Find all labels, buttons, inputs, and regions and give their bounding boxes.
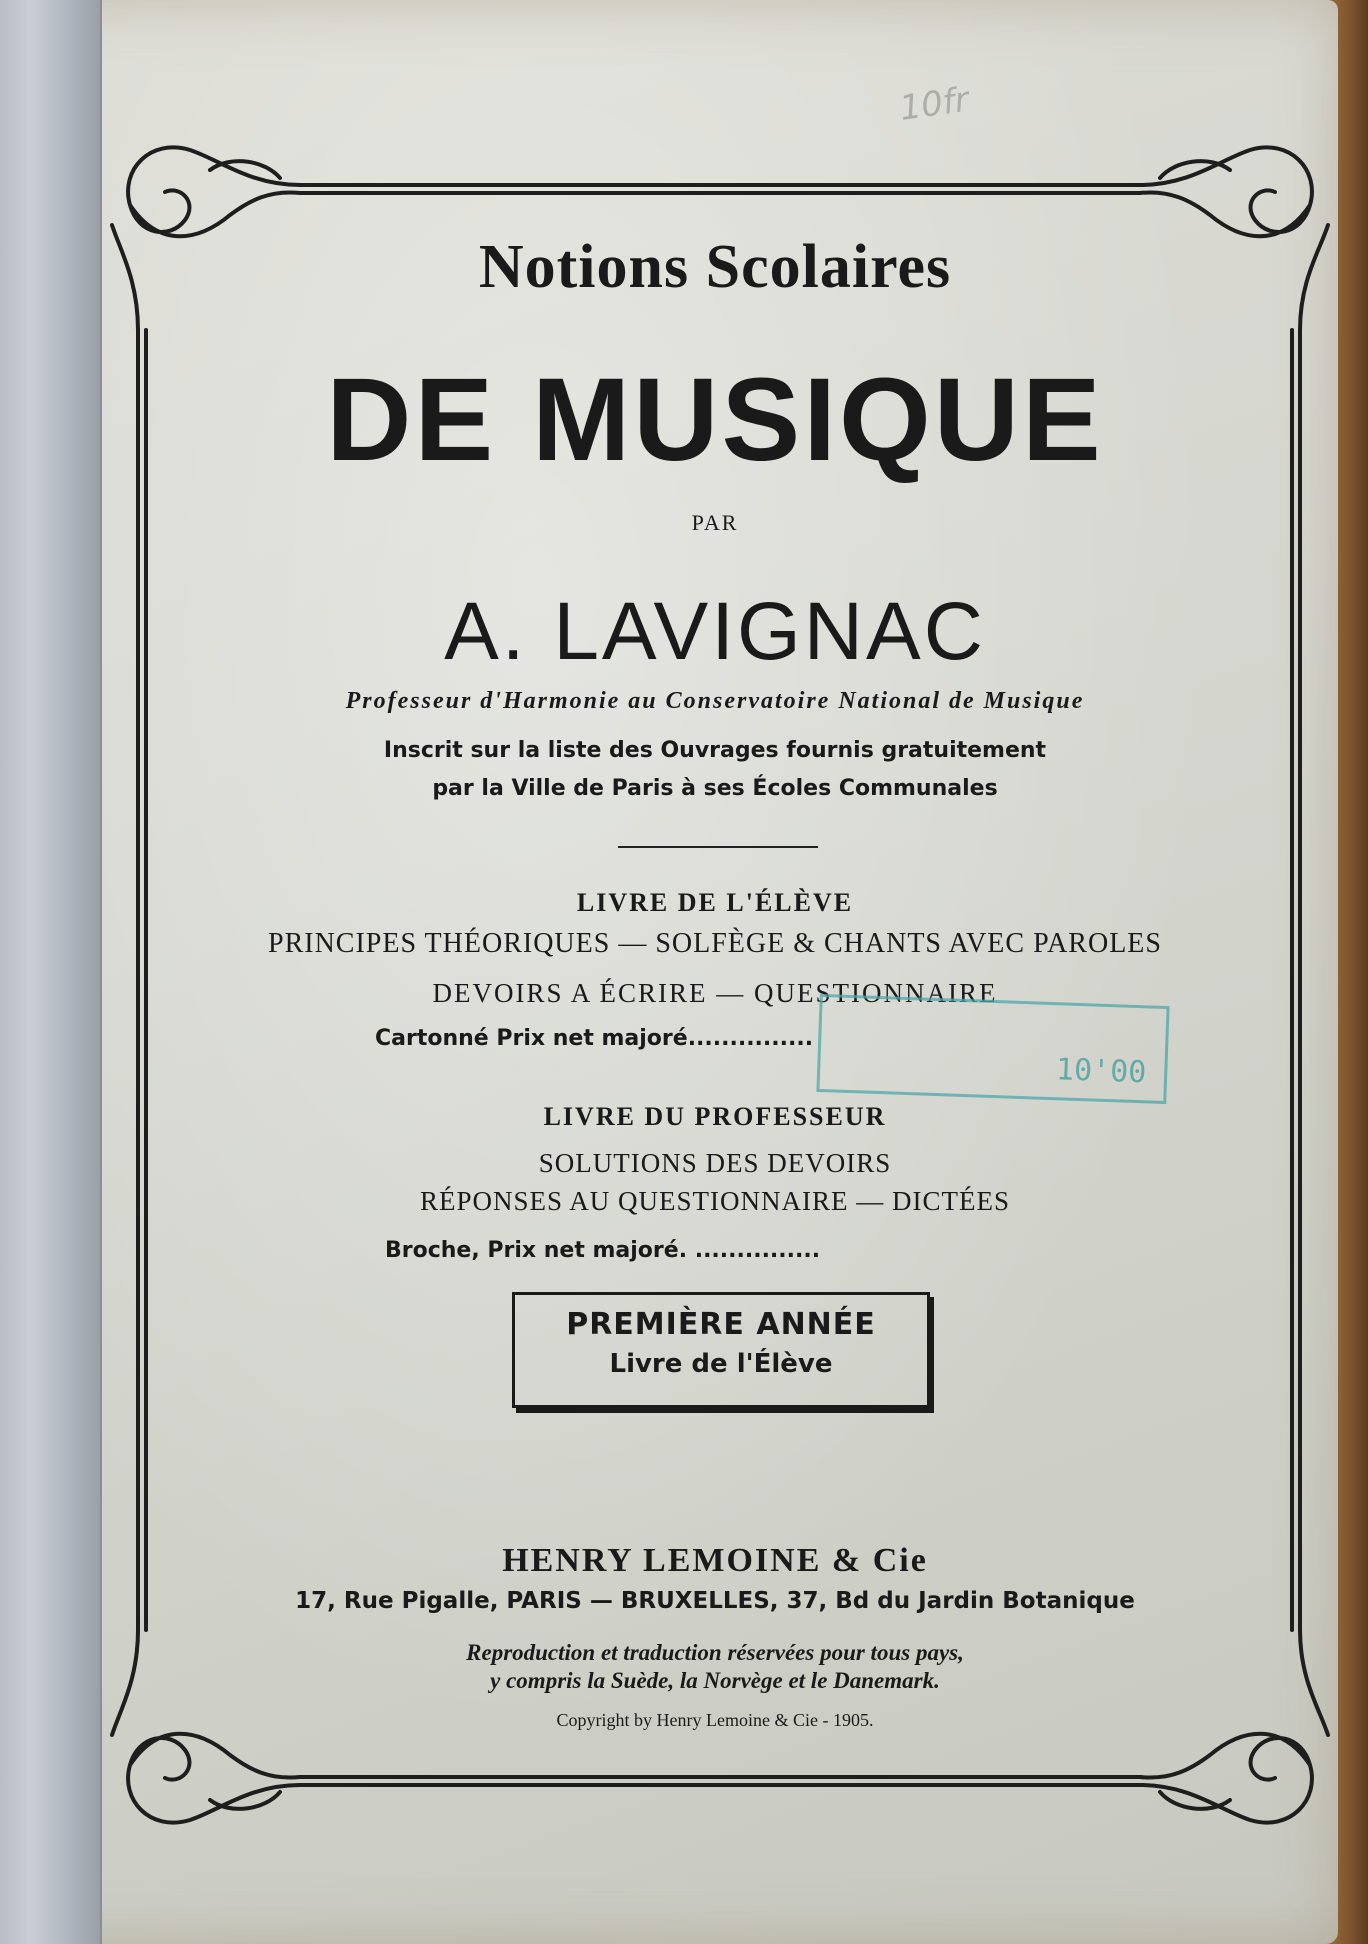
student-book-line-1: PRINCIPES THÉORIQUES — SOLFÈGE & CHANTS AVEC PAROLES	[268, 928, 1162, 959]
publisher-name: HENRY LEMOINE & Cie	[502, 1542, 928, 1579]
publisher-address: 17, Rue Pigalle, PARIS — BRUXELLES, 37, Bd du Jardin Botanique	[295, 1588, 1135, 1614]
section-divider	[618, 846, 818, 848]
series-title: Notions Scolaires	[478, 233, 952, 301]
teacher-book-line-1: SOLUTIONS DES DEVOIRS	[538, 1148, 892, 1178]
price-stamp	[816, 994, 1169, 1104]
author-name: A. LAVIGNAC	[444, 586, 986, 677]
student-book-line-2: DEVOIRS A ÉCRIRE — QUESTIONNAIRE	[432, 978, 998, 1008]
pencil-mark: 10fr	[897, 79, 972, 129]
student-book-price: Cartonné Prix net majoré...............	[375, 1026, 814, 1051]
inscription-line-1: Inscrit sur la liste des Ouvrages fournis gratuitement	[383, 738, 1047, 763]
student-book-heading: LIVRE DE L'ÉLÈVE	[576, 888, 854, 917]
author-title: Professeur d'Harmonie au Conservatoire National de Musique	[345, 688, 1085, 714]
rights-line-2: y compris la Suède, la Norvège et le Danemark.	[490, 1668, 940, 1693]
book-spine	[0, 0, 102, 1944]
main-title: DE MUSIQUE	[326, 354, 1104, 486]
inscription-line-2: par la Ville de Paris à ses Écoles Communales	[432, 776, 998, 801]
rights-line-1: Reproduction et traduction réservées pour tous pays,	[466, 1640, 964, 1665]
teacher-book-line-2: RÉPONSES AU QUESTIONNAIRE — DICTÉES	[419, 1186, 1011, 1216]
edition-year: PREMIÈRE ANNÉE	[566, 1307, 876, 1342]
teacher-book-heading: LIVRE DU PROFESSEUR	[543, 1102, 887, 1131]
edition-box	[512, 1292, 930, 1408]
teacher-book-price: Broche, Prix net majoré. ...............	[385, 1238, 821, 1263]
par-label: PAR	[691, 510, 739, 535]
edition-label: Livre de l'Élève	[609, 1349, 833, 1379]
stamp-value: 10'00	[1055, 1052, 1147, 1091]
copyright-line: Copyright by Henry Lemoine & Cie - 1905.	[556, 1710, 874, 1730]
